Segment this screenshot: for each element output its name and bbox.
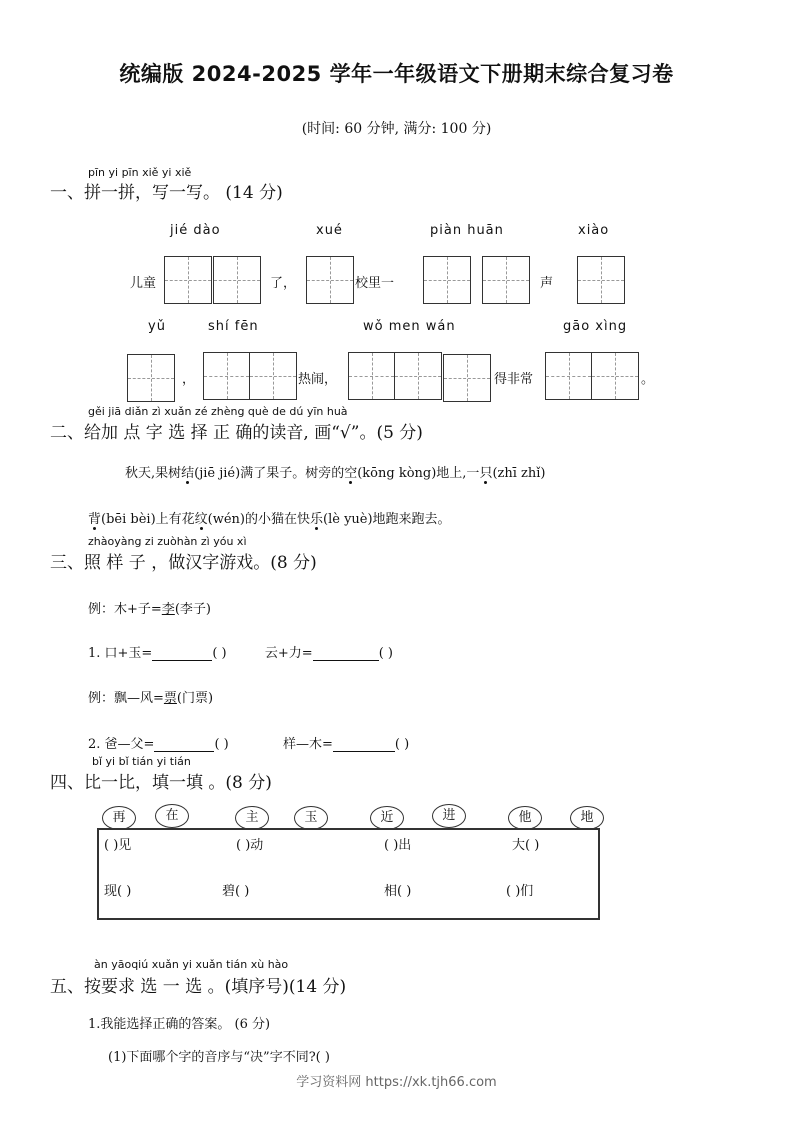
- writing-grid-pianhuan-1[interactable]: [423, 256, 471, 304]
- word-sheng: 声: [540, 276, 554, 291]
- pinyin-xiao: xiào: [578, 223, 610, 238]
- writing-grid-jiedao-1[interactable]: [164, 256, 212, 304]
- fill-xiang[interactable]: 相( ): [384, 884, 412, 899]
- pinyin-pian-huan: piàn huān: [430, 223, 504, 238]
- fill-bi[interactable]: 碧( ): [222, 884, 250, 899]
- choice-jie[interactable]: (jiē jié)满了果子。树旁的: [194, 466, 345, 481]
- dotted-char-kong: 空: [344, 466, 358, 481]
- reading-line-1: 秋天,果树结(jiē jié)满了果子。树旁的空(kōng kòng)地上,一只(zhī zhǐ): [125, 466, 546, 481]
- pinyin-jie-dao: jié dào: [170, 223, 221, 238]
- choice-bei[interactable]: (bēi bèi)上有花: [101, 512, 195, 527]
- writing-grid-shifen[interactable]: [203, 352, 297, 400]
- dotted-char-bei: 背: [88, 512, 102, 527]
- question-3-1: 1. 口+玉= ( ) 云+力= ( ): [88, 646, 393, 661]
- exam-info: (时间: 60 分钟, 满分: 100 分): [301, 121, 492, 137]
- example-2: 例：飘—风=票(门票): [88, 691, 214, 706]
- pinyin-shi-fen: shí fēn: [208, 319, 259, 334]
- word-period: 。: [641, 372, 655, 387]
- answer-blank-yun-li[interactable]: [313, 647, 379, 661]
- panda-char-yu: 玉: [294, 806, 328, 830]
- choice-zhi[interactable]: (zhī zhǐ): [492, 466, 546, 481]
- panda-char-zai-at: 在: [155, 804, 189, 828]
- section5-heading: 五、按要求 选 一 选 。(填序号)(14 分): [50, 977, 347, 997]
- answer-blank-ba-fu[interactable]: [154, 738, 214, 752]
- panda-char-di: 地: [570, 806, 604, 830]
- fill-da[interactable]: 大( ): [512, 838, 540, 853]
- section3-heading: 三、照 样 子 ，做汉字游戏。(8 分): [50, 553, 317, 573]
- word-renao: 热闹，: [298, 372, 338, 387]
- dotted-char-wen: 纹: [194, 512, 208, 527]
- reading-line-2: [88, 508, 451, 527]
- word-le: 了，: [270, 276, 297, 291]
- word-defeichang: 得非常: [494, 372, 534, 387]
- question-3-2: 2. 爸—父= ( ) 样—木= ( ): [88, 737, 410, 752]
- fill-men[interactable]: ( )们: [506, 884, 534, 899]
- writing-grid-xue[interactable]: [306, 256, 354, 304]
- writing-grid-women[interactable]: [348, 352, 442, 400]
- writing-grid-wan[interactable]: [443, 354, 491, 402]
- section4-heading: 四、比一比，填一填 。(8 分): [50, 773, 272, 793]
- section1-pinyin: pīn yi pīn xiě yi xiě: [88, 166, 192, 179]
- panda-char-zhu: 主: [235, 806, 269, 830]
- panda-char-zai-again: 再: [102, 806, 136, 830]
- question-5-1-1: (1)下面哪个字的音序与“决”字不同?( ): [108, 1050, 330, 1065]
- word-xiaoliyi: 校里一: [355, 276, 395, 291]
- answer-blank-yang-mu[interactable]: [333, 738, 395, 752]
- section5-pinyin: àn yāoqiú xuǎn yi xuǎn tián xù hào: [94, 958, 289, 971]
- writing-grid-pianhuan-2[interactable]: [482, 256, 530, 304]
- answer-blank-kou-yu[interactable]: [152, 647, 212, 661]
- word-comma: ，: [182, 372, 196, 387]
- section4-pinyin: bǐ yi bǐ tián yi tián: [92, 755, 191, 768]
- example-1: 例：木+子=李(李子): [88, 602, 211, 617]
- choice-le[interactable]: (lè yuè)地跑来跑去。: [323, 512, 451, 527]
- section2-pinyin: gěi jiā diǎn zì xuǎn zé zhèng què de dú yīn huà: [88, 405, 348, 418]
- choice-kong[interactable]: (kōng kòng)地上,一: [357, 466, 480, 481]
- writing-grid-gaoxing[interactable]: [545, 352, 639, 400]
- panda-char-ta: 他: [508, 806, 542, 830]
- fill-dong[interactable]: ( )动: [236, 838, 264, 853]
- section1-heading: 一、拼一拼，写一写。 (14 分): [50, 183, 283, 203]
- fill-xian[interactable]: 现( ): [104, 884, 132, 899]
- panda-char-jin-near: 近: [370, 806, 404, 830]
- pinyin-women-wan: wǒ men wán: [363, 319, 456, 334]
- dotted-char-zhi: 只: [479, 466, 493, 481]
- dotted-char-jie: 结: [181, 466, 195, 481]
- fill-jian[interactable]: ( )见: [104, 838, 132, 853]
- page-title: 统编版 2024-2025 学年一年级语文下册期末综合复习卷: [119, 62, 674, 86]
- watermark: 学习资料网 https://xk.tjh66.com: [296, 1075, 497, 1090]
- writing-grid-xiao[interactable]: [577, 256, 625, 304]
- word-ertong: 儿童: [130, 276, 157, 291]
- panda-char-jin-enter: 进: [432, 804, 466, 828]
- writing-grid-yu[interactable]: [127, 354, 175, 402]
- fill-chu[interactable]: ( )出: [384, 838, 412, 853]
- question-5-1: 1.我能选择正确的答案。 (6 分): [88, 1017, 271, 1032]
- pinyin-xue: xué: [316, 223, 343, 238]
- section2-heading: 二、给加 点 字 选 择 正 确的读音, 画“√”。(5 分): [50, 423, 423, 443]
- section3-pinyin: zhàoyàng zi zuòhàn zì yóu xì: [88, 535, 247, 548]
- pinyin-gaoxing: gāo xìng: [563, 319, 628, 334]
- dotted-char-le: 乐: [310, 512, 324, 527]
- pinyin-yu: yǔ: [148, 319, 166, 334]
- writing-grid-jiedao-2[interactable]: [213, 256, 261, 304]
- choice-wen[interactable]: (wén)的小猫在快: [207, 512, 310, 527]
